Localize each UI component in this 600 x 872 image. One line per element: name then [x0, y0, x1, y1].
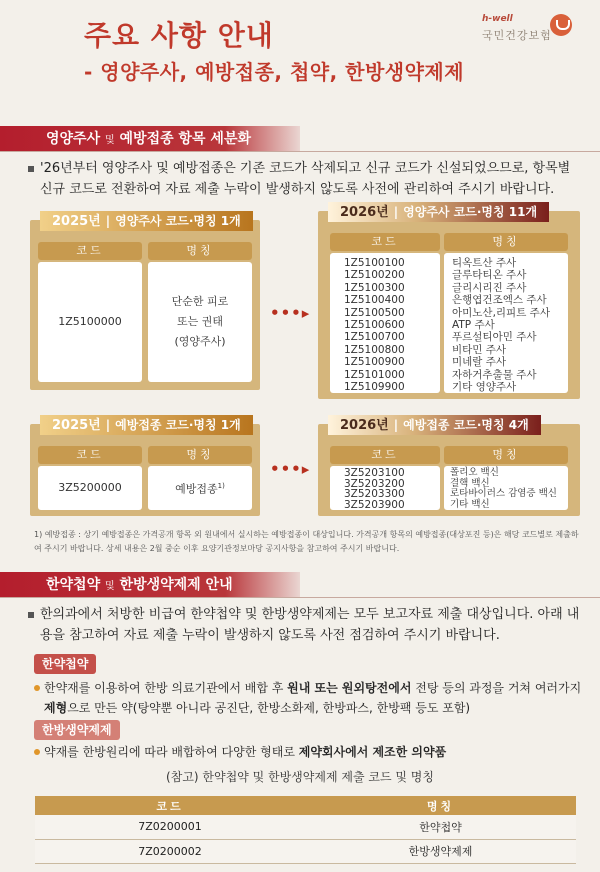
panel-year: 2026년 [340, 205, 389, 220]
herbal-text: 으로 만든 약(탕약뿐 아니라 공진단, 한방소화제, 한방파스, 한방팩 등도 포함) [67, 701, 471, 715]
name-item: ATP 주사 [452, 319, 495, 332]
code-item: 1Z5101000 [344, 368, 405, 381]
section-intro [26, 604, 586, 646]
code-item: 1Z5100600 [344, 319, 405, 332]
panel-2025-vaccine [30, 418, 260, 516]
table-row [35, 839, 576, 863]
col-head-name: 명칭 [444, 446, 568, 464]
col-head-code: 코드 [330, 446, 440, 464]
col-head-code: 코드 [330, 233, 440, 251]
panel-header: 2026년 | 예방접종 코드·명칭 4개 [328, 415, 541, 435]
bullet-square-icon [28, 166, 34, 172]
name-item: 글리시리진 주사 [452, 281, 527, 294]
code-item: 1Z5100800 [344, 343, 405, 356]
code-item: 1Z5100100 [344, 257, 405, 269]
panel-header: 2026년 | 영양주사 코드·명칭 11개 [328, 202, 549, 222]
code-value: 1Z5100000 [58, 315, 122, 328]
page-subtitle: - 영양주사, 예방접종, 첩약, 한방생약제제 [84, 60, 465, 84]
logo-small-text: h-well [482, 14, 513, 24]
col-head-name: 명칭 [444, 233, 568, 251]
section-divider [0, 151, 600, 152]
col-head-name: 명칭 [148, 242, 252, 260]
section-heading-join: 및 [104, 135, 115, 146]
table-header-row [35, 796, 576, 815]
panel-header: 2025년 | 예방접종 코드·명칭 1개 [40, 415, 253, 435]
panel-header: 2025년 | 영양주사 코드·명칭 1개 [40, 211, 253, 231]
name-item: 글루타티온 주사 [452, 269, 527, 282]
name-item: 결핵 백신 [450, 477, 490, 489]
table-cell-code: 7Z0200001 [35, 815, 305, 839]
footnote-marker: 1) [217, 482, 225, 491]
table-cell-code: 7Z0200002 [35, 839, 305, 863]
panel-2026-vaccine [318, 418, 580, 516]
herbal-description [32, 678, 592, 718]
name-item: 비타민 주사 [452, 343, 507, 356]
logo [480, 14, 590, 46]
code-item: 3Z5203300 [344, 488, 405, 500]
name-list [444, 466, 568, 510]
code-list [330, 253, 440, 393]
herbal-text: 전탕 등의 과정을 거쳐 여러가지 [411, 681, 582, 695]
intro-text: 한의과에서 처방한 비급여 한약첩약 및 한방생약제제는 모두 보고자료 제출 대상입니다. 아래 내용을 참고하여 자료 제출 누락이 발생하지 않도록 사전 점검하여 주시기 바랍니다. [40, 607, 580, 643]
name-item: 티옥트산 주사 [452, 257, 517, 269]
section-heading-nutrition [0, 126, 300, 152]
code-item: 1Z5100500 [344, 306, 405, 319]
table-cell-name: 한방생약제제 [305, 839, 576, 863]
name-cell [148, 262, 252, 382]
name-cell [148, 466, 252, 510]
table-row [35, 815, 576, 839]
code-item: 1Z5100300 [344, 281, 405, 294]
page-title: 주요 사항 안내 [84, 19, 274, 52]
panel-year: 2025년 [52, 418, 101, 433]
reference-title: (참고) 한약첩약 및 한방생약제제 제출 코드 및 명칭 [166, 770, 434, 784]
code-item: 1Z5109900 [344, 381, 405, 394]
name-item: 미네랄 주사 [452, 356, 507, 369]
code-item: 1Z5100400 [344, 294, 405, 307]
name-item: 기타 영양주사 [452, 381, 517, 394]
bullet-dot-icon [34, 685, 40, 691]
col-head-code: 코드 [38, 446, 142, 464]
section-heading-part: 한약첩약 [46, 577, 101, 593]
col-head-code: 코드 [38, 242, 142, 260]
panel-year: 2025년 [52, 214, 101, 229]
name-item: 아미노산,리피트 주사 [452, 306, 550, 319]
panel-2026-nutrition [318, 205, 580, 399]
table-header-code: 코드 [35, 796, 305, 815]
prep-text: 약재를 한방원리에 따라 배합하여 다양한 형태로 [44, 745, 299, 759]
bullet-square-icon [28, 612, 34, 618]
bullet-dot-icon [34, 749, 40, 755]
code-item: 1Z5100900 [344, 356, 405, 369]
panel-year: 2026년 [340, 418, 389, 433]
panel-desc: 영양주사 코드·명칭 1개 [115, 214, 241, 228]
col-head-name: 명칭 [148, 446, 252, 464]
panel-desc: 예방접종 코드·명칭 1개 [115, 418, 241, 432]
code-cell [38, 466, 142, 510]
table-header-name: 명칭 [305, 796, 576, 815]
prep-text-bold: 제약회사에서 제조한 의약품 [298, 745, 447, 759]
section-heading-part: 예방접종 항목 세분화 [119, 131, 251, 147]
name-value: 예방접종 [175, 482, 218, 496]
section-heading-part: 영양주사 [46, 131, 101, 147]
name-item: 푸르설티아민 주사 [452, 331, 537, 344]
name-line: 또는 권태 [176, 315, 223, 328]
name-item: 은행엽건조엑스 주사 [452, 294, 547, 307]
footnote: 1) 예방접종 : 상기 예방접종은 가격공개 항목 외 원내에서 실시하는 예방접종이 대상입니다. 가격공개 항목의 예방접종(대상포진 등)은 해당 코드별로 제출하여 주시기 바랍니다. 상세 내용은 2월 중순 이후 요양기관정보마당 공지사항을 참고하여 주시기 바랍니다. [34, 530, 579, 553]
code-item: 3Z5203100 [344, 467, 405, 479]
prep-description [32, 742, 592, 762]
name-item: 자하거추출물 주사 [452, 368, 537, 381]
section-heading-join: 및 [104, 581, 115, 592]
herbal-text: 한약재를 이용하여 한방 의료기관에서 배합 후 [44, 681, 288, 695]
logo-mark-icon [550, 14, 572, 36]
code-item: 1Z5100700 [344, 331, 405, 344]
panel-2025-nutrition [30, 214, 260, 390]
code-list [330, 466, 440, 510]
code-cell [38, 262, 142, 382]
table-cell-name: 한약첩약 [305, 815, 576, 839]
section-heading-herbal [0, 572, 300, 598]
section-divider [0, 597, 600, 598]
arrow-right-icon: •••▸ [270, 304, 311, 322]
code-item: 3Z5203900 [344, 498, 405, 511]
logo-name: 국민건강보험 [482, 29, 552, 42]
arrow-right-icon: •••▸ [270, 460, 311, 478]
name-item: 기타 백신 [450, 498, 490, 510]
name-line: 단순한 피로 [171, 295, 229, 308]
name-line: (영양주사) [174, 335, 226, 348]
panel-desc: 영양주사 코드·명칭 11개 [403, 205, 538, 219]
name-item: 로타바이러스 감염증 백신 [450, 488, 557, 499]
code-value: 3Z5200000 [58, 481, 122, 494]
name-item: 폴리오 백신 [450, 467, 499, 478]
section-intro [26, 158, 586, 200]
herbal-text-bold: 원내 또는 원외탕전에서 [287, 681, 412, 695]
code-item: 3Z5203200 [344, 477, 405, 490]
section-heading-part: 한방생약제제 안내 [119, 577, 233, 593]
label-preparation: 한방생약제제 [34, 720, 120, 740]
code-item: 1Z5100200 [344, 269, 405, 282]
panel-desc: 예방접종 코드·명칭 4개 [403, 418, 529, 432]
intro-text: '26년부터 영양주사 및 예방접종은 기존 코드가 삭제되고 신규 코드가 신설되었으므로, 항목별 신규 코드로 전환하여 자료 제출 누락이 발생하지 않도록 사전에 관리하여 주시기 바랍니다. [40, 161, 571, 197]
label-herbal: 한약첩약 [34, 654, 96, 674]
name-list [444, 253, 568, 393]
herbal-text-bold: 제형 [44, 701, 68, 715]
reference-table [35, 796, 576, 864]
